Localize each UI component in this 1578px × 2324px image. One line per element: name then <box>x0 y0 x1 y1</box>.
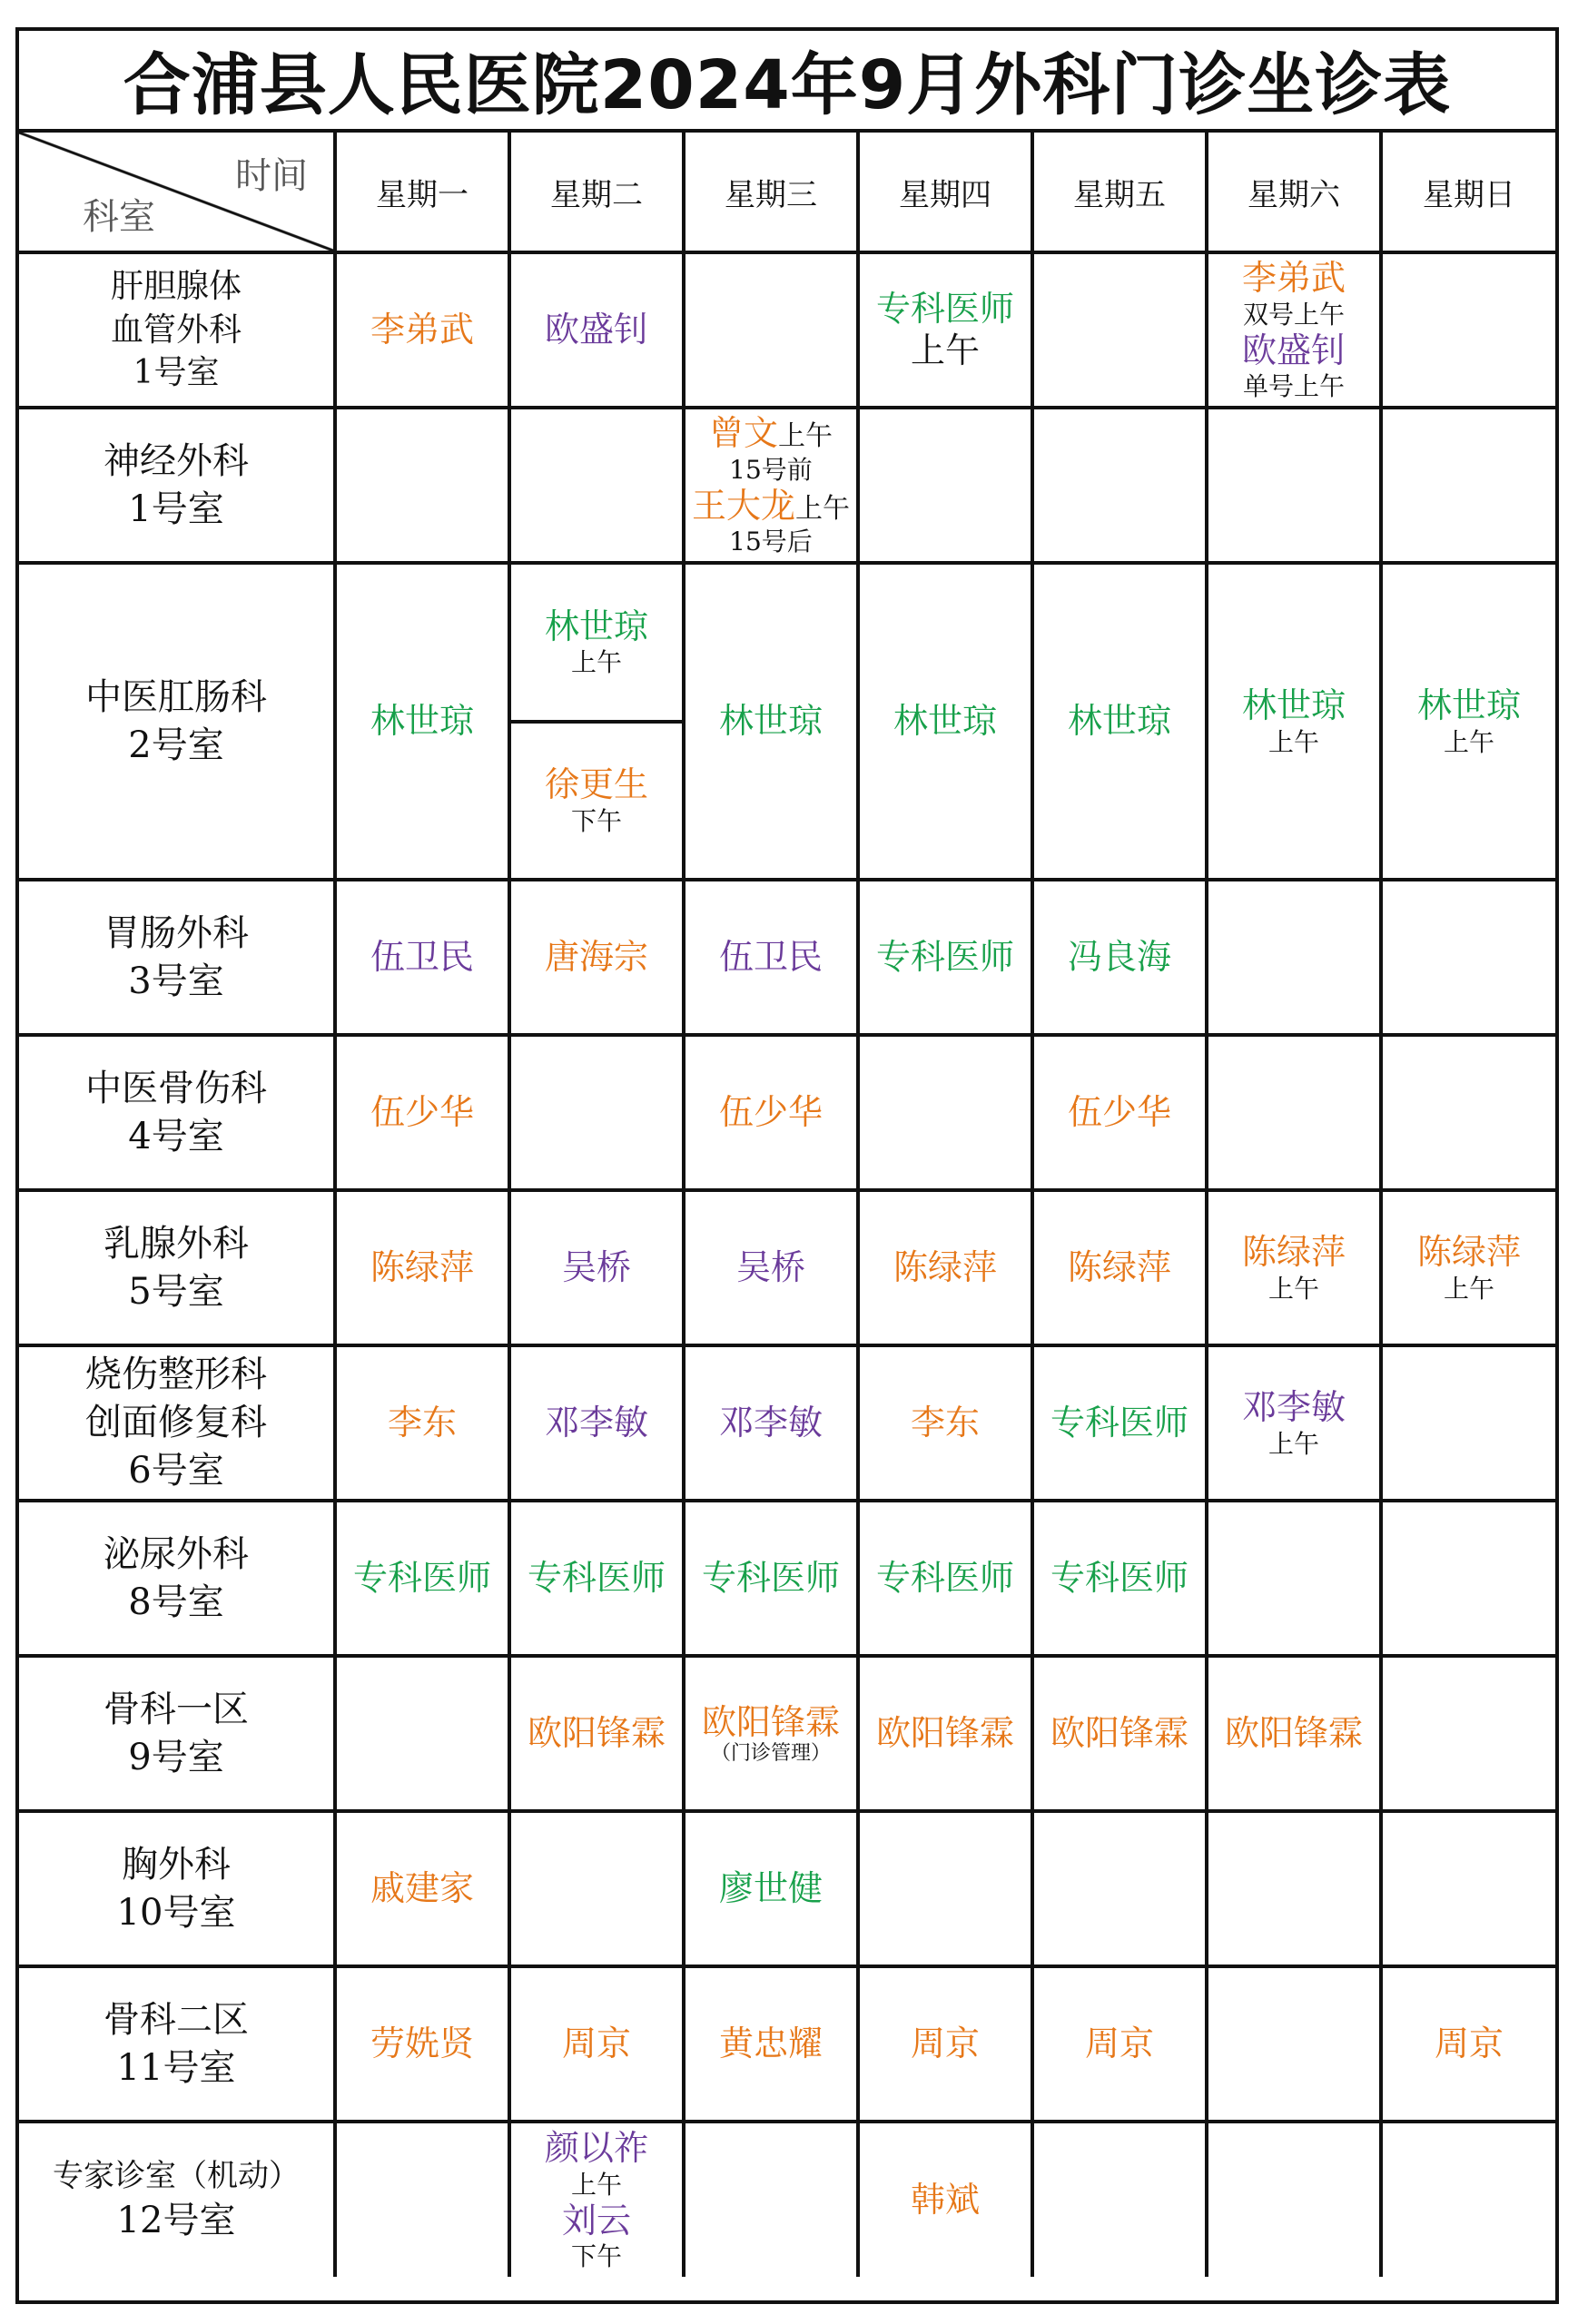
day-header: 星期五 <box>1032 133 1207 252</box>
schedule-cell <box>1207 2122 1381 2277</box>
doctor-name: 邓李敏 <box>1241 1386 1346 1427</box>
corner-header <box>19 133 335 252</box>
session-note: 上午 <box>1443 1273 1494 1304</box>
dept-cell: 专家诊室（机动） 12号室 <box>19 2122 335 2277</box>
dept-cell: 中医骨伤科 4号室 <box>19 1035 335 1190</box>
doctor-name: 陈绿萍 <box>893 1246 997 1287</box>
doctor-name: 专科医师 <box>875 936 1014 977</box>
session-note: 上午 <box>795 492 850 525</box>
schedule-cell <box>335 1501 509 1656</box>
doctor-name: 李东 <box>910 1402 980 1443</box>
dept-cell: 肝胆腺体 血管外科 1号室 <box>19 252 335 408</box>
schedule-cell <box>1381 408 1555 563</box>
table-row <box>19 1811 1555 1966</box>
schedule-cell <box>335 1656 509 1811</box>
schedule-cell <box>1032 1501 1207 1656</box>
doctor-name: 陈绿萍 <box>1067 1246 1171 1287</box>
schedule-cell <box>1032 2122 1207 2277</box>
schedule-cell <box>509 880 684 1035</box>
doctor-name: 专科医师 <box>1050 1557 1188 1598</box>
session-note: 下午 <box>570 805 622 836</box>
day-header: 星期四 <box>858 133 1032 252</box>
schedule-cell <box>684 1190 858 1345</box>
doctor-name: 刘云 <box>561 2200 631 2240</box>
doctor-name: 韩斌 <box>910 2179 980 2220</box>
schedule-cell <box>509 408 684 563</box>
doctor-name: 廖世健 <box>718 1867 823 1908</box>
page-title: 合浦县人民医院2024年9月外科门诊坐诊表 <box>19 31 1555 133</box>
table-row <box>19 2122 1555 2277</box>
doctor-name: 周京 <box>1434 2023 1504 2063</box>
doctor-name: 颜以祚 <box>544 2128 648 2169</box>
schedule-cell <box>335 1966 509 2122</box>
dept-label: 科室 <box>83 196 155 238</box>
dept-cell: 骨科一区 9号室 <box>19 1656 335 1811</box>
session-note: 下午 <box>570 2241 622 2272</box>
doctor-name: 林世琼 <box>1067 700 1171 741</box>
schedule-cell <box>684 1345 858 1501</box>
doctor-name: 曾文 <box>708 413 778 454</box>
schedule-cell <box>858 1966 1032 2122</box>
schedule-cell <box>509 1656 684 1811</box>
schedule-cell <box>858 880 1032 1035</box>
schedule-cell <box>858 252 1032 408</box>
schedule-cell <box>684 2122 858 2277</box>
doctor-name: 周京 <box>910 2023 980 2063</box>
schedule-cell <box>509 1345 684 1501</box>
doctor-name: 陈绿萍 <box>370 1246 474 1287</box>
doctor-name: 徐更生 <box>544 764 648 805</box>
schedule-cell <box>1207 408 1381 563</box>
header-row <box>19 133 1555 252</box>
schedule-cell <box>858 563 1032 880</box>
doctor-name: 冯良海 <box>1067 936 1171 977</box>
table-row <box>19 1190 1555 1345</box>
schedule-cell <box>858 408 1032 563</box>
schedule-cell <box>1381 2122 1555 2277</box>
doctor-name: 林世琼 <box>1241 684 1346 725</box>
schedule-cell <box>1032 1345 1207 1501</box>
doctor-name: 黄忠耀 <box>718 2023 823 2063</box>
session-note: 上午 <box>910 330 980 370</box>
schedule-cell <box>1032 880 1207 1035</box>
schedule-sheet <box>15 27 1559 2304</box>
dept-cell: 乳腺外科 5号室 <box>19 1190 335 1345</box>
doctor-name: 邓李敏 <box>718 1402 823 1443</box>
doctor-name: 欧盛钊 <box>1241 330 1346 370</box>
schedule-cell <box>1381 1345 1555 1501</box>
doctor-name: 伍卫民 <box>718 936 823 977</box>
schedule-cell <box>1381 1035 1555 1190</box>
schedule-cell <box>1032 1811 1207 1966</box>
table-row <box>19 1345 1555 1501</box>
doctor-name: 专科医师 <box>527 1557 666 1598</box>
doctor-name: 欧阳锋霖 <box>1224 1712 1363 1753</box>
doctor-name: 伍卫民 <box>370 936 474 977</box>
dept-cell: 神经外科 1号室 <box>19 408 335 563</box>
doctor-name: 伍少华 <box>370 1091 474 1132</box>
day-header: 星期日 <box>1381 133 1555 252</box>
dept-cell: 烧伤整形科 创面修复科 6号室 <box>19 1345 335 1501</box>
day-header: 星期二 <box>509 133 684 252</box>
doctor-name: 专科医师 <box>352 1557 491 1598</box>
dept-cell: 胃肠外科 3号室 <box>19 880 335 1035</box>
schedule-cell <box>1032 252 1207 408</box>
doctor-name: 李弟武 <box>1241 258 1346 299</box>
doctor-name: 专科医师 <box>875 288 1014 329</box>
doctor-name: 林世琼 <box>893 700 997 741</box>
table-row <box>19 408 1555 563</box>
schedule-cell <box>509 2122 684 2277</box>
doctor-name: 欧阳锋霖 <box>875 1712 1014 1753</box>
doctor-name: 伍少华 <box>718 1091 823 1132</box>
dept-cell: 泌尿外科 8号室 <box>19 1501 335 1656</box>
schedule-cell <box>335 1035 509 1190</box>
table-row <box>19 1035 1555 1190</box>
schedule-cell <box>335 2122 509 2277</box>
doctor-name: 吴桥 <box>735 1246 805 1287</box>
dept-cell: 中医肛肠科 2号室 <box>19 563 335 880</box>
day-header: 星期三 <box>684 133 858 252</box>
dept-cell: 胸外科 10号室 <box>19 1811 335 1966</box>
doctor-name: 李弟武 <box>370 309 474 350</box>
schedule-cell <box>858 1501 1032 1656</box>
session-note: 上午 <box>1443 726 1494 757</box>
doctor-name: 戚建家 <box>370 1867 474 1908</box>
doctor-name: 欧阳锋霖 <box>527 1712 666 1753</box>
schedule-cell <box>1381 880 1555 1035</box>
session-note: 上午 <box>1267 1428 1319 1459</box>
schedule-cell <box>1207 1190 1381 1345</box>
schedule-cell <box>1032 563 1207 880</box>
doctor-name: 周京 <box>1084 2023 1154 2063</box>
schedule-cell <box>684 1501 858 1656</box>
table-row <box>19 1501 1555 1656</box>
schedule-cell <box>1207 563 1381 880</box>
doctor-name: 邓李敏 <box>544 1402 648 1443</box>
doctor-name: 唐海宗 <box>544 936 648 977</box>
schedule-cell <box>1207 1035 1381 1190</box>
schedule-cell <box>684 1811 858 1966</box>
doctor-name: 欧阳锋霖 <box>1050 1712 1188 1753</box>
schedule-cell <box>684 252 858 408</box>
doctor-name: 欧阳锋霖 <box>701 1701 840 1742</box>
doctor-name: 林世琼 <box>1416 684 1521 725</box>
session-note: （门诊管理） <box>710 1742 831 1766</box>
schedule-cell <box>1381 252 1555 408</box>
session-note: 15号后 <box>729 527 813 557</box>
doctor-name: 专科医师 <box>1050 1402 1188 1443</box>
schedule-cell <box>858 1190 1032 1345</box>
schedule-cell <box>684 880 858 1035</box>
schedule-cell <box>335 1190 509 1345</box>
time-label: 时间 <box>235 155 308 197</box>
schedule-cell <box>1381 1656 1555 1811</box>
schedule-cell <box>1032 1656 1207 1811</box>
doctor-name: 陈绿萍 <box>1241 1231 1346 1272</box>
session-note: 上午 <box>1267 1273 1319 1304</box>
doctor-name: 陈绿萍 <box>1416 1231 1521 1272</box>
schedule-cell <box>335 563 509 880</box>
schedule-cell <box>509 1811 684 1966</box>
schedule-cell <box>1207 1345 1381 1501</box>
schedule-cell <box>335 252 509 408</box>
schedule-cell <box>858 2122 1032 2277</box>
schedule-cell <box>684 1656 858 1811</box>
doctor-name: 欧盛钊 <box>544 309 648 350</box>
day-header: 星期一 <box>335 133 509 252</box>
schedule-cell <box>509 1966 684 2122</box>
doctor-name: 劳姺贤 <box>370 2023 474 2063</box>
doctor-name: 专科医师 <box>875 1557 1014 1598</box>
doctor-name: 李东 <box>387 1402 457 1443</box>
schedule-cell <box>335 880 509 1035</box>
schedule-cell <box>509 1501 684 1656</box>
schedule-cell <box>684 1966 858 2122</box>
schedule-cell <box>1381 1501 1555 1656</box>
schedule-cell <box>335 1811 509 1966</box>
schedule-cell <box>509 1035 684 1190</box>
session-note: 上午 <box>570 2169 622 2200</box>
schedule-cell <box>684 1035 858 1190</box>
schedule-cell <box>335 1345 509 1501</box>
schedule-cell <box>858 1345 1032 1501</box>
doctor-name: 林世琼 <box>370 700 474 741</box>
doctor-name: 吴桥 <box>561 1246 631 1287</box>
doctor-name: 伍少华 <box>1067 1091 1171 1132</box>
doctor-name: 周京 <box>561 2023 631 2063</box>
table-row <box>19 252 1555 408</box>
doctor-name: 林世琼 <box>544 606 648 646</box>
schedule-cell <box>1032 1035 1207 1190</box>
schedule-cell <box>1032 1190 1207 1345</box>
schedule-cell <box>335 408 509 563</box>
schedule-cell <box>509 1190 684 1345</box>
schedule-cell <box>1381 563 1555 880</box>
schedule-cell <box>1381 1190 1555 1345</box>
table-row <box>19 1966 1555 2122</box>
session-note: 双号上午 <box>1242 299 1345 330</box>
schedule-cell <box>1381 1966 1555 2122</box>
table-row <box>19 1656 1555 1811</box>
session-note: 15号前 <box>729 454 813 485</box>
schedule-cell <box>858 1811 1032 1966</box>
schedule-cell <box>1032 1966 1207 2122</box>
table-row <box>19 563 1555 880</box>
schedule-cell <box>1207 252 1381 408</box>
day-header: 星期六 <box>1207 133 1381 252</box>
schedule-cell <box>1207 1966 1381 2122</box>
doctor-name: 林世琼 <box>718 700 823 741</box>
schedule-cell <box>684 563 858 880</box>
schedule-cell <box>684 408 858 563</box>
schedule-cell <box>1381 1811 1555 1966</box>
schedule-cell <box>1207 880 1381 1035</box>
schedule-cell <box>1207 1811 1381 1966</box>
doctor-name: 专科医师 <box>701 1557 840 1598</box>
session-note: 上午 <box>570 647 622 678</box>
session-note: 单号上午 <box>1242 371 1345 402</box>
doctor-name: 王大龙 <box>691 485 795 526</box>
schedule-cell <box>1207 1656 1381 1811</box>
session-note: 上午 <box>778 420 833 453</box>
schedule-cell <box>509 252 684 408</box>
schedule-cell <box>858 1035 1032 1190</box>
schedule-cell <box>1032 408 1207 563</box>
schedule-cell <box>1207 1501 1381 1656</box>
schedule-table <box>19 133 1555 2277</box>
dept-cell: 骨科二区 11号室 <box>19 1966 335 2122</box>
schedule-cell <box>858 1656 1032 1811</box>
session-note: 上午 <box>1267 726 1319 757</box>
table-row <box>19 880 1555 1035</box>
schedule-cell <box>509 563 684 880</box>
